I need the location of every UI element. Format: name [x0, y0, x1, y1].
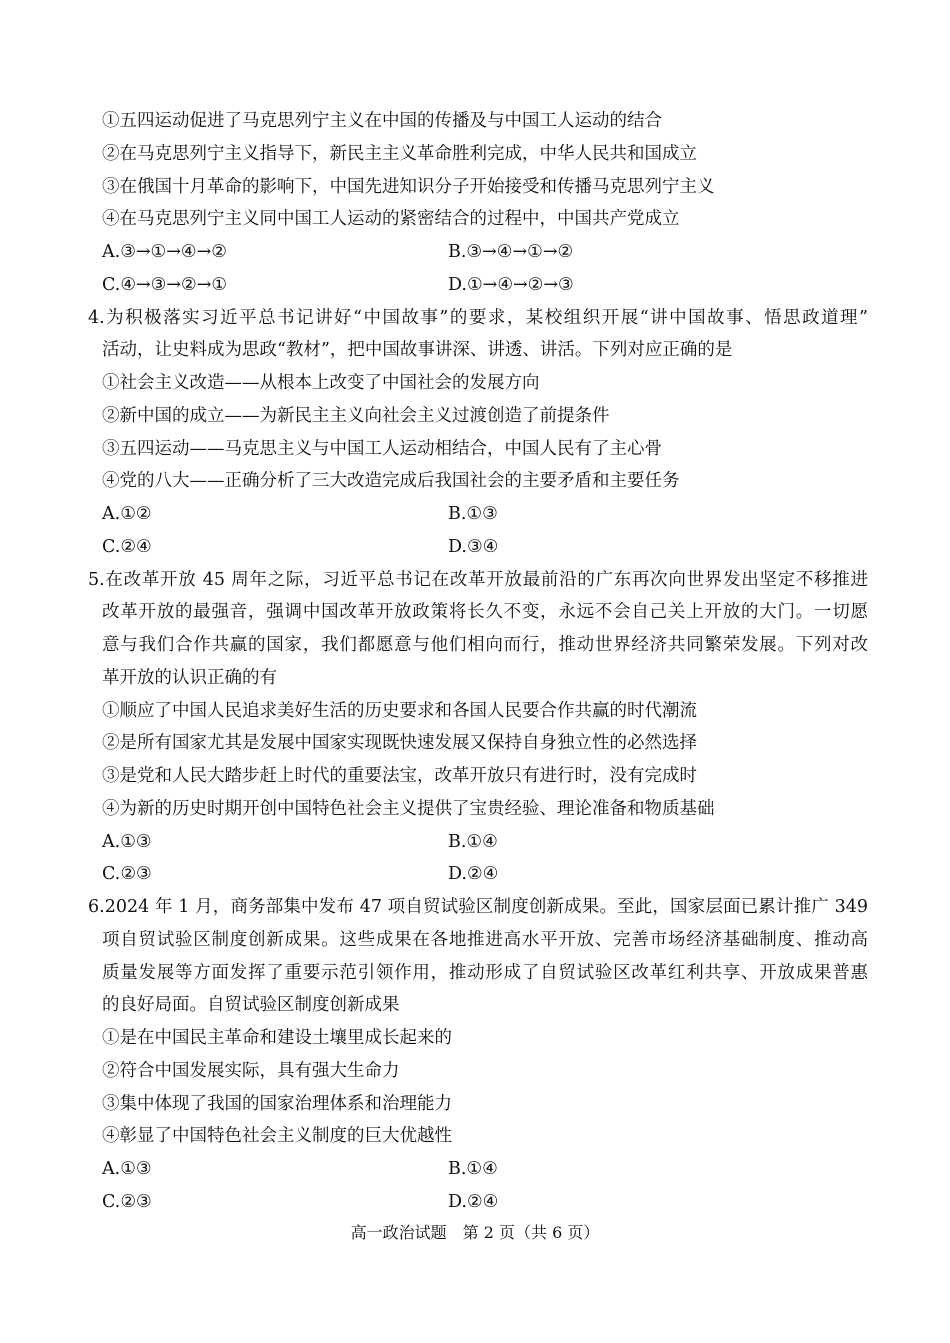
- question-stem: 4.为积极落实习近平总书记讲好“中国故事”的要求，某校组织开展“讲中国故事、悟思政道理”: [88, 307, 868, 328]
- statement: ②符合中国发展实际，具有强大生命力: [102, 1060, 400, 1081]
- statement: ②在马克思列宁主义指导下，新民主主义革命胜利完成，中华人民共和国成立: [102, 143, 697, 164]
- page-footer: 高一政治试题 第 2 页（共 6 页）: [350, 1223, 600, 1242]
- option-d: D.②④: [448, 864, 499, 885]
- option-a: A.①②: [102, 504, 152, 524]
- statement: ④为新的历史时期开创中国特色社会主义提供了宝贵经验、理论准备和物质基础: [102, 798, 715, 819]
- question-stem: 项自贸试验区制度创新成果。这些成果在各地推进高水平开放、完善市场经济基础制度、推动高: [102, 929, 868, 950]
- exam-page: [0, 105, 950, 1219]
- statement: ①是在中国民主革命和建设土壤里成长起来的: [102, 1028, 452, 1048]
- option-a: A.①③: [102, 1159, 152, 1179]
- statement: ④彰显了中国特色社会主义制度的巨大优越性: [102, 1126, 452, 1147]
- statement: ④党的八大——正确分析了三大改造完成后我国社会的主要矛盾和主要任务: [102, 471, 680, 492]
- statement: ①五四运动促进了马克思列宁主义在中国的传播及与中国工人运动的结合: [102, 111, 662, 131]
- statement: ③集中体现了我国的国家治理体系和治理能力: [102, 1093, 452, 1114]
- statement: ①顺应了中国人民追求美好生活的历史要求和各国人民要合作共赢的时代潮流: [102, 700, 697, 721]
- question-stem: 6.2024 年 1 月，商务部集中发布 47 项自贸试验区制度创新成果。至此，国家层面已累计推广 349: [88, 897, 868, 917]
- statement: ④在马克思列宁主义同中国工人运动的紧密结合的过程中，中国共产党成立: [102, 209, 680, 230]
- option-d: D.③④: [448, 536, 499, 557]
- question-3: [0, 105, 950, 302]
- option-b: B.①④: [448, 831, 498, 852]
- option-b: B.③→④→①→②: [448, 242, 574, 262]
- statement: ①社会主义改造——从根本上改变了中国社会的发展方向: [102, 373, 540, 393]
- option-b: B.①④: [448, 1159, 498, 1179]
- statement: ②新中国的成立——为新民主主义向社会主义过渡创造了前提条件: [102, 405, 610, 426]
- question-stem: 改革开放的最强音，强调中国改革开放政策将长久不变，永远不会自己关上开放的大门。一切愿: [102, 602, 868, 623]
- statement: ③五四运动——马克思主义与中国工人运动相结合，中国人民有了主心骨: [102, 438, 662, 459]
- question-stem: 的良好局面。自贸试验区制度创新成果: [102, 995, 400, 1016]
- question-stem: 意与我们合作共赢的国家，我们都愿意与他们相向而行，推动世界经济共同繁荣发展。下列对改: [102, 635, 868, 655]
- option-a: A.①③: [102, 831, 152, 852]
- question-stem: 5.在改革开放 45 周年之际，习近平总书记在改革开放最前沿的广东再次向世界发出坚定不移推进: [88, 569, 868, 590]
- option-c: C.②④: [102, 536, 152, 557]
- question-4: [0, 302, 950, 564]
- statement: ③在俄国十月革命的影响下，中国先进知识分子开始接受和传播马克思列宁主义: [102, 176, 715, 197]
- question-stem: 活动，让史料成为思政“教材”，把中国故事讲深、讲透、讲活。下列对应正确的是: [102, 340, 733, 361]
- option-d: D.②④: [448, 1191, 499, 1212]
- option-c: C.②③: [102, 1191, 152, 1212]
- option-c: C.④→③→②→①: [102, 274, 228, 295]
- option-d: D.①→④→②→③: [448, 274, 574, 295]
- option-b: B.①③: [448, 504, 498, 524]
- statement: ③是党和人民大踏步赶上时代的重要法宝，改革开放只有进行时，没有完成时: [102, 766, 697, 786]
- option-c: C.②③: [102, 864, 152, 885]
- question-stem: 革开放的认识正确的有: [102, 667, 277, 688]
- question-stem: 质量发展等方面发挥了重要示范引领作用，推动形成了自贸试验区改革红利共享、开放成果普惠: [102, 962, 868, 983]
- question-5: [0, 564, 950, 892]
- option-a: A.③→①→④→②: [102, 242, 227, 262]
- statement: ②是所有国家尤其是发展中国家实现既快速发展又保持自身独立性的必然选择: [102, 733, 697, 754]
- question-6: [0, 891, 950, 1219]
